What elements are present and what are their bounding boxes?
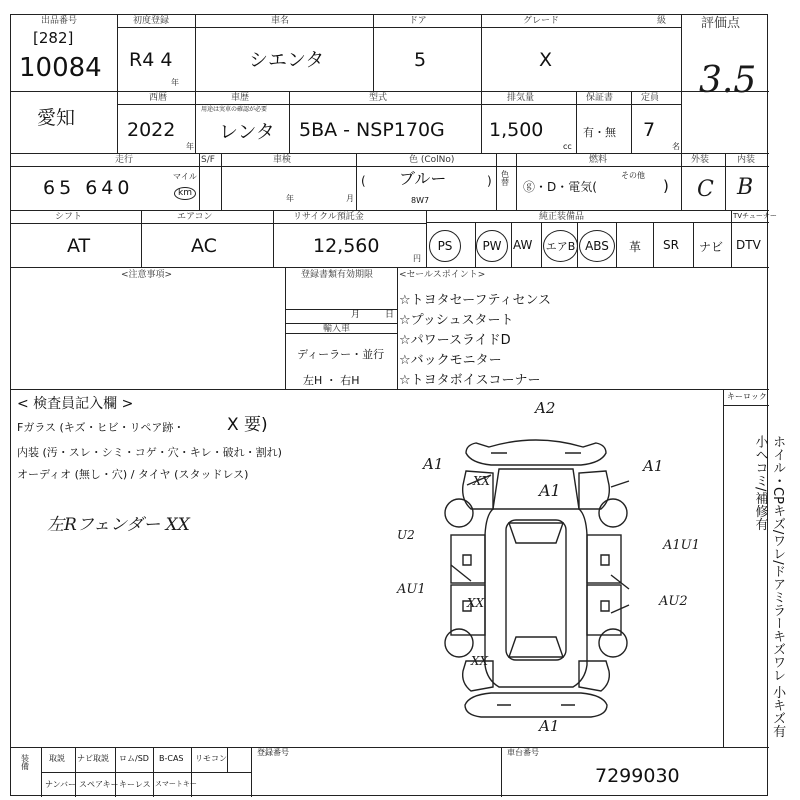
option-sr: SR <box>663 238 679 252</box>
rental-label: 車歴 <box>231 93 250 103</box>
area-value: 愛知 <box>37 107 76 129</box>
equip-navi-manual: ナビ取説 <box>77 754 109 763</box>
color-label: 色 (ColNo) <box>409 155 455 165</box>
options-label: 純正装備品 <box>539 212 585 222</box>
sales-point: ☆バックモニター <box>399 353 502 368</box>
color-close-paren: ) <box>487 174 492 188</box>
score-value: 3.5 <box>699 60 757 101</box>
glass-mark: X 要) <box>227 415 268 435</box>
fuel-close: ) <box>663 177 669 195</box>
sales-point: ☆トヨタセーフティセンス <box>399 293 552 308</box>
reg-month: 月 <box>351 310 361 320</box>
first-reg-value: R4 4 <box>129 49 173 71</box>
warranty-value: 有・無 <box>583 126 616 139</box>
rental-note: 用途は実車の確認が必要 <box>201 106 268 113</box>
fuel-options: ⓖ・D・電気( <box>523 180 597 194</box>
inspection-month: 月 <box>346 194 354 203</box>
option-aw: AW <box>513 238 533 252</box>
damage-mark: A1 <box>539 717 560 735</box>
year-value: 2022 <box>127 119 176 141</box>
warranty-label: 保証書 <box>586 93 614 103</box>
year-unit: 年 <box>186 142 194 151</box>
fuel-label: 燃料 <box>589 155 608 165</box>
auction-sheet <box>10 14 786 796</box>
equip-smart-key: スマートキー <box>155 780 197 788</box>
damage-mark: A2 <box>535 399 556 417</box>
equip-manual: 取説 <box>49 754 65 763</box>
inspection-label: 車検 <box>273 155 292 165</box>
tuner-label: TVチューナー <box>733 212 777 220</box>
damage-mark: A1U1 <box>663 538 700 553</box>
first-reg-unit: 年 <box>171 78 179 87</box>
grade-label: グレード <box>523 16 560 26</box>
lane-number: [282] <box>33 29 74 47</box>
inspection-title: < 検査員記入欄 > <box>17 396 134 412</box>
model-code-value: 5BA - NSP170G <box>299 119 445 141</box>
interior-value: B <box>737 175 754 200</box>
option-navi: ナビ <box>699 240 724 254</box>
reg-number-label: 登録番号 <box>257 748 289 757</box>
sales-point: ☆トヨタボイスコーナー <box>399 373 541 388</box>
damage-mark: XX <box>467 596 485 610</box>
exterior-value: C <box>697 177 714 202</box>
displacement-unit: cc <box>563 142 572 151</box>
interior-label: 内装 <box>737 155 756 165</box>
displacement-value: 1,500 <box>489 119 544 141</box>
first-reg-label: 初度登録 <box>133 16 170 26</box>
handwritten-note: 左Rフェンダー XX <box>47 515 190 535</box>
model-name-label: 車名 <box>271 16 290 26</box>
option-airbag: エアB <box>543 230 578 262</box>
mileage-value: 65 640 <box>43 177 134 199</box>
color-value: ブルー <box>399 169 447 188</box>
doors-label: ドア <box>409 16 427 26</box>
damage-mark: A1 <box>539 481 561 500</box>
car-diagram <box>411 405 664 745</box>
notes-label: <注意事項> <box>121 270 173 280</box>
inspection-year: 年 <box>286 194 294 203</box>
damage-mark: A1 <box>423 455 444 473</box>
mileage-unit-mile: マイル <box>173 172 197 181</box>
fuel-other: その他 <box>621 171 645 180</box>
sales-point: ☆プッシュスタート <box>399 313 514 328</box>
equip-keyless: キーレス <box>119 780 151 789</box>
equip-spare-key: スペアキー <box>79 780 119 789</box>
model-code-label: 型式 <box>369 93 388 103</box>
damage-mark: U2 <box>397 528 415 542</box>
option-ps: PS <box>429 230 461 262</box>
doors-value: 5 <box>414 49 427 71</box>
capacity-value: 7 <box>643 119 656 141</box>
option-dtv: DTV <box>736 238 761 252</box>
color-change-label: 色替 <box>501 170 509 187</box>
option-abs: ABS <box>579 230 615 262</box>
aircon-value: AC <box>191 235 217 257</box>
mileage-label: 走行 <box>115 155 134 165</box>
reg-day: 日 <box>385 310 395 320</box>
mileage-unit-km: km <box>174 187 196 200</box>
equip-rom-sd: ロム/SD <box>119 754 149 763</box>
audio-line: オーディオ (無し・穴) / タイヤ (スタッドレス) <box>17 468 249 481</box>
option-pw: PW <box>476 230 508 262</box>
scale-label: S/F <box>201 155 215 165</box>
equip-label: 装備 <box>21 754 29 771</box>
glass-line: Fガラス (キズ・ヒビ・リペア跡・ <box>17 421 185 434</box>
grade-value: X <box>539 49 553 71</box>
damage-mark: XX <box>473 474 491 488</box>
damage-mark: A1 <box>643 457 664 475</box>
interior-line: 内装 (汚・スレ・シミ・コゲ・穴・キレ・破れ・割れ) <box>17 446 282 459</box>
lot-label: 出品番号 <box>41 16 78 26</box>
class-label: 級 <box>657 16 667 26</box>
equip-remote: リモコン <box>195 754 227 763</box>
rental-value: レンタ <box>219 121 275 143</box>
capacity-unit: 名 <box>672 142 680 151</box>
handle-value: 左H ・ 右H <box>303 374 360 387</box>
sales-point: ☆パワースライドD <box>399 333 511 348</box>
equip-bcas: B-CAS <box>159 754 184 763</box>
displacement-label: 排気量 <box>507 93 535 103</box>
shift-value: AT <box>67 235 91 257</box>
recycle-label: リサイクル預託金 <box>293 212 364 222</box>
damage-mark: AU2 <box>659 594 688 609</box>
side-note: ホイル・CPキズ/ワレ/ドアミラーキズワレ 小キズ有 小ヘコミ/補修有 <box>752 435 786 738</box>
import-value: ディーラー・並行 <box>297 348 385 361</box>
recycle-unit: 円 <box>413 254 421 263</box>
equip-plate: ナンバー <box>45 780 77 789</box>
option-leather: 革 <box>629 240 642 254</box>
color-code: 8W7 <box>411 196 430 205</box>
score-label: 評価点 <box>701 16 741 31</box>
capacity-label: 定員 <box>641 93 660 103</box>
chassis-number: 7299030 <box>595 765 680 787</box>
chassis-label: 車台番号 <box>507 748 539 757</box>
damage-mark: AU1 <box>397 582 426 597</box>
model-name: シエンタ <box>249 49 325 71</box>
aircon-label: エアコン <box>177 212 213 222</box>
recycle-value: 12,560 <box>313 235 380 257</box>
keyless-label: キーロック <box>727 392 767 401</box>
reg-deadline-label: 登録書類有効期限 <box>301 270 374 280</box>
import-label: 輸入車 <box>323 324 351 334</box>
year-label: 西暦 <box>149 93 168 103</box>
color-open-paren: ( <box>361 174 366 188</box>
shift-label: シフト <box>55 212 83 222</box>
sales-label: <セールスポイント> <box>399 270 486 280</box>
lot-number: 10084 <box>19 53 102 83</box>
exterior-label: 外装 <box>691 155 710 165</box>
damage-mark: XX <box>471 654 489 668</box>
